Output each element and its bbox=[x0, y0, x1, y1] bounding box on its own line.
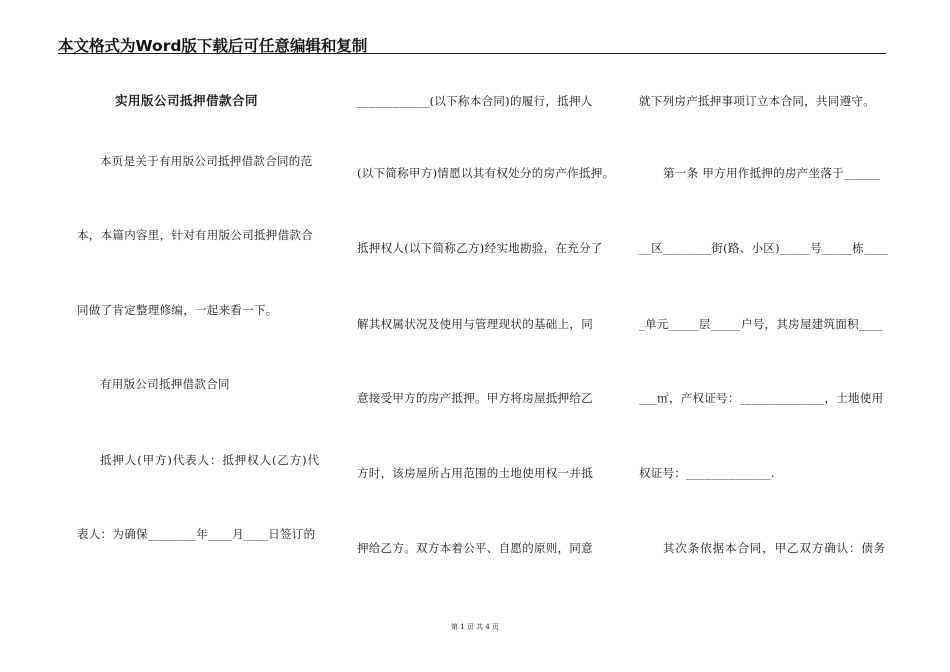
text-line: 就下列房产抵押事项订立本合同，共同遵守。 bbox=[639, 94, 875, 108]
document-title: 实用版公司抵押借款合同 bbox=[115, 93, 259, 108]
text-line: ___㎡，产权证号：______________，土地使用 bbox=[639, 391, 884, 405]
document-header-title: 本文格式为Word版下载后可任意编辑和复制 bbox=[58, 37, 368, 55]
text-line: (以下简称甲方)情愿以其有权处分的房产作抵押。 bbox=[357, 166, 615, 180]
text-line: 本页是关于有用版公司抵押借款合同的范 bbox=[100, 154, 313, 168]
text-line: 权证号：______________. bbox=[639, 466, 775, 480]
text-line: 第一条 甲方用作抵押的房产坐落于______ bbox=[663, 166, 881, 180]
text-line: 同做了肯定整理修编，一起来看一下。 bbox=[77, 303, 278, 317]
text-line: 押给乙方。双方本着公平、自愿的原则，同意 bbox=[357, 541, 593, 555]
text-line: 意接受甲方的房产抵押。甲方将房屋抵押给乙 bbox=[357, 391, 593, 405]
text-line: 本，本篇内容里，针对有用版公司抵押借款合 bbox=[77, 228, 313, 242]
text-line: 抵押权人(以下简称乙方)经实地勘验，在充分了 bbox=[357, 241, 603, 255]
header-divider bbox=[58, 53, 886, 54]
text-line: 表人：为确保________年____月____日签订的 bbox=[77, 527, 316, 541]
text-line: 其次条依据本合同，甲乙双方确认：债务 bbox=[663, 541, 887, 555]
text-line: 抵押人(甲方)代表人：抵押权人(乙方)代 bbox=[100, 453, 320, 467]
text-line: __区________街(路、小区)_____号_____栋____ bbox=[639, 241, 889, 255]
text-line: 方时，该房屋所占用范围的土地使用权一并抵 bbox=[357, 466, 593, 480]
text-line: 解其权属状况及使用与管理现状的基础上，同 bbox=[357, 317, 593, 331]
text-line: _单元_____层_____户号，其房屋建筑面积____ bbox=[639, 317, 884, 331]
page-number-footer: 第 1 页 共 4 页 bbox=[450, 623, 500, 631]
text-line: ____________(以下称本合同)的履行，抵押人 bbox=[357, 94, 593, 108]
text-line: 有用版公司抵押借款合同 bbox=[100, 377, 230, 391]
